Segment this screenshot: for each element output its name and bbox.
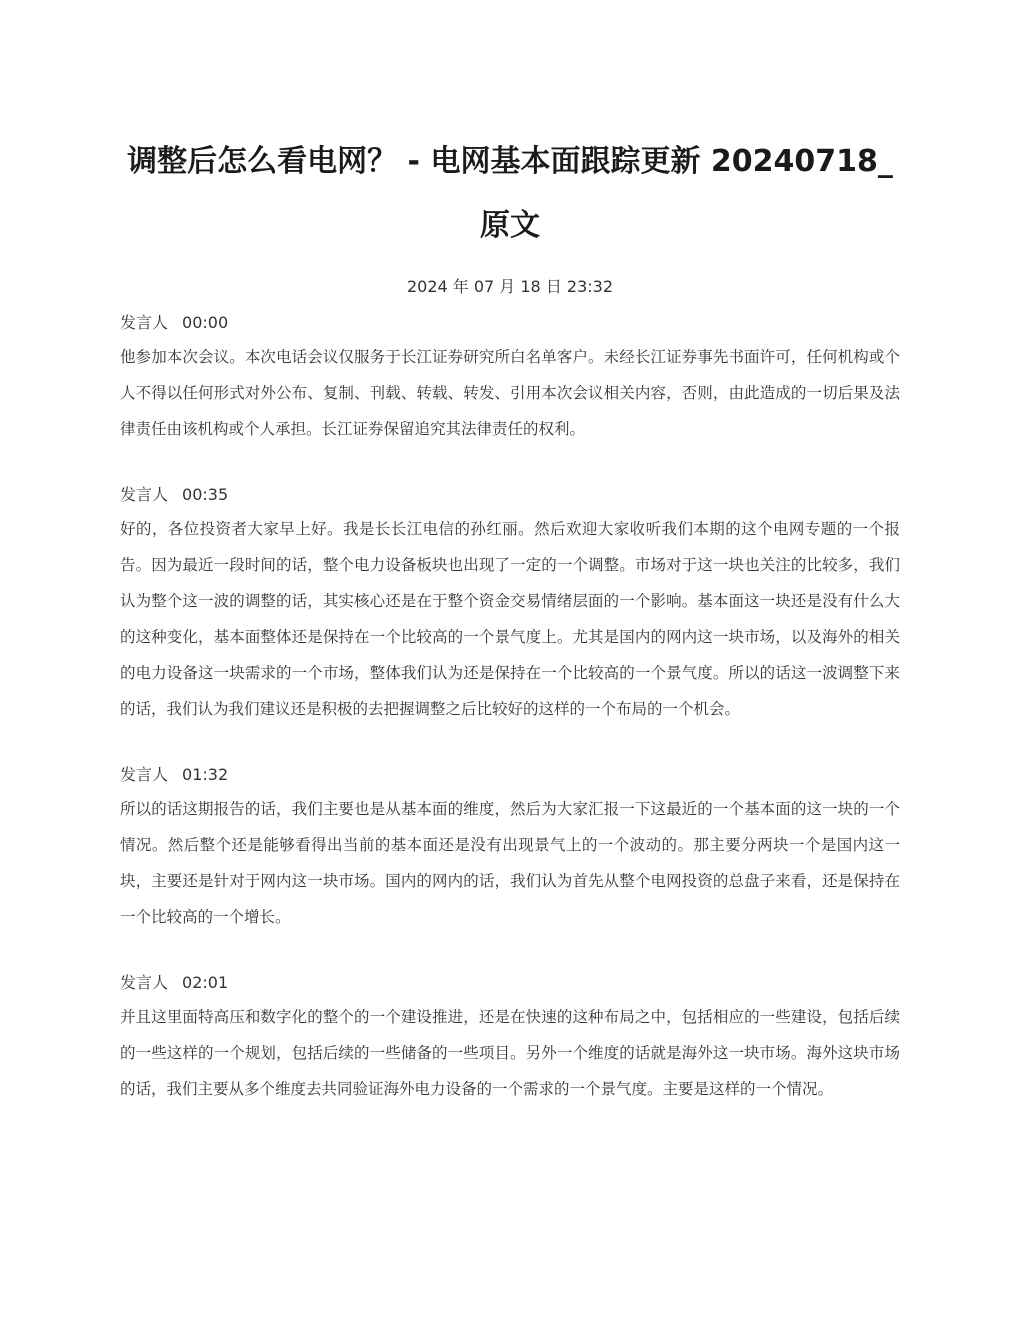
speaker-line <box>120 483 900 507</box>
transcript-section <box>120 311 900 447</box>
document-page <box>120 130 900 1107</box>
transcript-section <box>120 483 900 727</box>
timestamp: 00:00 <box>182 313 229 332</box>
transcript-section <box>120 971 900 1107</box>
document-title: 调整后怎么看电网？ - 电网基本面跟踪更新 20240718_原文 <box>127 144 893 243</box>
transcript-paragraph: 并且这里面特高压和数字化的整个的一个建设推进，还是在快速的这种布局之中，包括相应的一些建设，包括后续的一些这样的一个规划，包括后续的一些储备的一些项目。另外一个维度的话就是海外这一块市场。海外这块市场的话，我们主要从多个维度去共同验证海外电力设备的一个需求的一个景气度。主要是这样的一个情况。 <box>120 1008 900 1098</box>
speaker-name: 发言人 <box>120 973 169 992</box>
transcript-section <box>120 763 900 935</box>
transcript-paragraph: 所以的话这期报告的话，我们主要也是从基本面的维度，然后为大家汇报一下这最近的一个基本面的这一块的一个情况。然后整个还是能够看得出当前的基本面还是没有出现景气上的一个波动的。那主要分两块一个是国内这一块，主要还是针对于网内这一块市场。国内的网内的话，我们认为首先从整个电网投资的总盘子来看，还是保持在一个比较高的一个增长。 <box>120 800 900 926</box>
speaker-line <box>120 971 900 995</box>
timestamp: 00:35 <box>182 485 229 504</box>
speaker-line <box>120 763 900 787</box>
document-date: 2024 年 07 月 18 日 23:32 <box>406 277 614 296</box>
speaker-name: 发言人 <box>120 485 169 504</box>
timestamp: 01:32 <box>182 765 229 784</box>
timestamp: 02:01 <box>182 973 229 992</box>
transcript-paragraph: 好的，各位投资者大家早上好。我是长长江电信的孙红丽。然后欢迎大家收听我们本期的这个电网专题的一个报告。因为最近一段时间的话，整个电力设备板块也出现了一定的一个调整。市场对于这一块也关注的比较多，我们认为整个这一波的调整的话，其实核心还是在于整个资金交易情绪层面的一个影响。基本面这一块还是没有什么大的这种变化，基本面整体还是保持在一个比较高的一个景气度上。尤其是国内的网内这一块市场，以及海外的相关的电力设备这一块需求的一个市场，整体我们认为还是保持在一个比较高的一个景气度。所以的话这一波调整下来的话，我们认为我们建议还是积极的去把握调整之后比较好的这样的一个布局的一个机会。 <box>120 520 900 718</box>
speaker-line <box>120 311 900 335</box>
speaker-name: 发言人 <box>120 765 169 784</box>
speaker-name: 发言人 <box>120 313 169 332</box>
transcript-paragraph: 他参加本次会议。本次电话会议仅服务于长江证券研究所白名单客户。未经长江证券事先书面许可，任何机构或个人不得以任何形式对外公布、复制、刊载、转载、转发、引用本次会议相关内容，否则，由此造成的一切后果及法律责任由该机构或个人承担。长江证券保留追究其法律责任的权利。 <box>120 348 900 438</box>
